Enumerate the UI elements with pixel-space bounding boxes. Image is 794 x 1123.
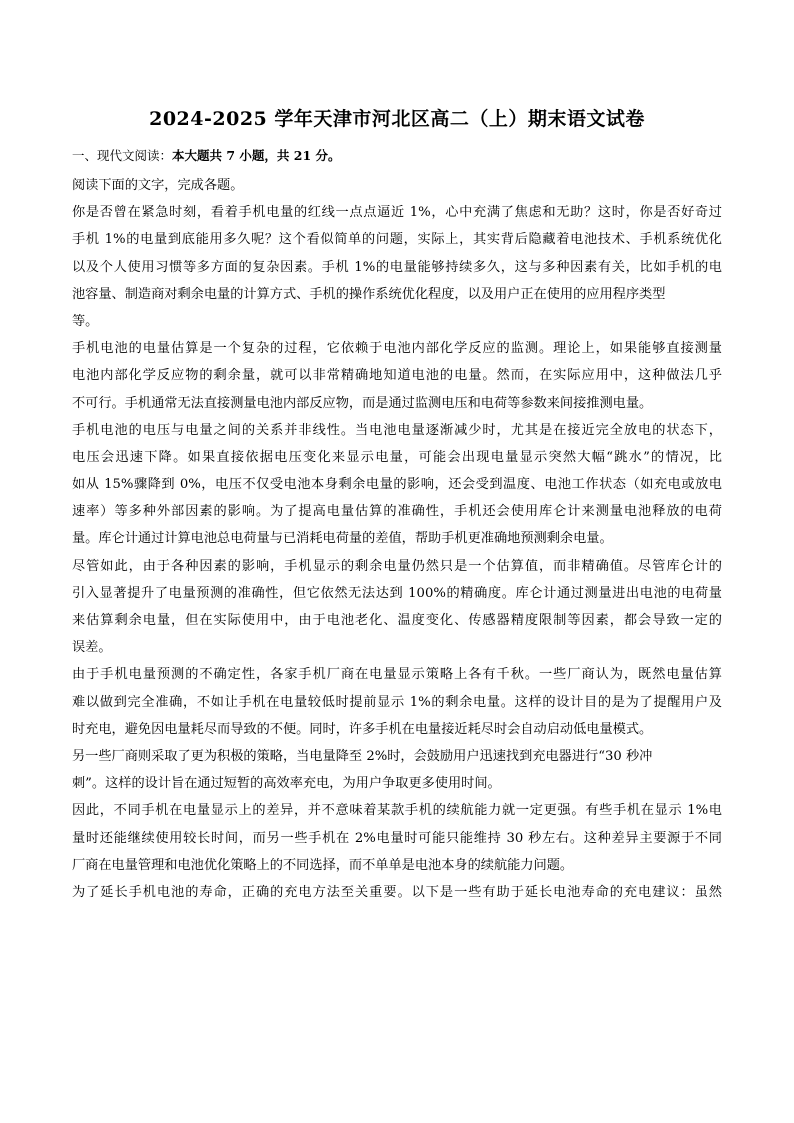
passage-line: 时充电，避免因电量耗尽而导致的不便。同时，许多手机在电量接近耗尽时会自动启动低电量模式。 xyxy=(72,721,653,737)
section-prefix: 一、现代文阅读： xyxy=(72,148,173,163)
passage-line: 为了延长手机电池的寿命，正确的充电方法至关重要。以下是一些有助于延长电池寿命的充电建议：虽然 xyxy=(72,884,722,900)
passage-line: 如从 15%骤降到 0%，电压不仅受电池本身剩余电量的影响，还会受到温度、电池工作状态（如充电或放电 xyxy=(72,477,722,493)
passage-line: 速率）等多种外部因素的影响。为了提高电量估算的准确性，手机还会使用库仑计来测量电池释放的电荷 xyxy=(72,504,722,520)
passage-line: 阅读下面的文字，完成各题。 xyxy=(72,178,244,193)
passage-line: 误差。 xyxy=(72,640,112,656)
passage-line: 来估算剩余电量，但在实际使用中，由于电池老化、温度变化、传感器精度限制等因素，都会导致一定的 xyxy=(72,613,722,628)
passage-line: 尽管如此，由于各种因素的影响，手机显示的剩余电量仍然只是一个估算值，而非精确值。尽管库仑计的 xyxy=(72,558,722,574)
passage-line: 手机电池的电压与电量之间的关系并非线性。当电池电量逐渐减少时，尤其是在接近完全放电的状态下， xyxy=(72,422,722,438)
passage-line: 量时还能继续使用较长时间，而另一些手机在 2%电量时可能只能维持 30 秒左右。这种差异主要源于不同 xyxy=(72,830,722,846)
passage-line: 电压会迅速下降。如果直接依据电压变化来显示电量，可能会出现电量显示突然大幅“跳水”的情况，比 xyxy=(72,449,722,465)
document-title: 2024-2025 学年天津市河北区高二（上）期末语文试卷 xyxy=(149,108,645,130)
passage-line: 不可行。手机通常无法直接测量电池内部反应物，而是通过监测电压和电荷等参数来间接推测电量。 xyxy=(72,395,653,411)
passage-line: 厂商在电量管理和电池优化策略上的不同选择，而不单单是电池本身的续航能力问题。 xyxy=(72,857,574,873)
passage-line: 手机 1%的电量到底能用多久呢？这个看似简单的问题，实际上，其实背后隐藏着电池技术、手机系统优化 xyxy=(72,232,722,248)
passage-line: 另一些厂商则采取了更为积极的策略，当电量降至 2%时，会鼓励用户迅速找到充电器进行“30 秒冲 xyxy=(72,748,653,764)
passage-line: 以及个人使用习惯等多方面的复杂因素。手机 1%的电量能够持续多久，这与多种因素有关，比如手机的电 xyxy=(72,259,722,275)
section-heading xyxy=(72,146,341,164)
section-info: 本大题共 7 小题，共 21 分。 xyxy=(172,148,341,163)
passage-line: 由于手机电量预测的不确定性，各家手机厂商在电量显示策略上各有千秋。一些厂商认为，既然电量估算 xyxy=(72,667,722,683)
passage-line: 你是否曾在紧急时刻，看着手机电量的红线一点点逼近 1%，心中充满了焦虑和无助？这时，你是否好奇过 xyxy=(72,205,722,221)
passage-line: 等。 xyxy=(72,313,99,329)
passage-line: 刺”。这样的设计旨在通过短暂的高效率充电，为用户争取更多使用时间。 xyxy=(72,776,501,792)
passage-line: 手机电池的电量估算是一个复杂的过程，它依赖于电池内部化学反应的监测。理论上，如果能够直接测量 xyxy=(72,341,722,357)
passage-line: 池容量、制造商对剩余电量的计算方式、手机的操作系统优化程度，以及用户正在使用的应用程序类型 xyxy=(72,286,666,302)
passage-line: 引入显著提升了电量预测的准确性，但它依然无法达到 100%的精确度。库仑计通过测量进出电池的电荷量 xyxy=(72,585,722,601)
passage-line: 难以做到完全准确，不如让手机在电量较低时提前显示 1%的剩余电量。这样的设计目的是为了提醒用户及 xyxy=(72,694,722,710)
passage-line: 因此，不同手机在电量显示上的差异，并不意味着某款手机的续航能力就一定更强。有些手机在显示 1%电 xyxy=(72,803,722,819)
passage-line: 电池内部化学反应物的剩余量，就可以非常精确地知道电池的电量。然而，在实际应用中，这种做法几乎 xyxy=(72,368,722,384)
reading-passage xyxy=(72,172,722,906)
passage-line: 量。库仑计通过计算电池总电荷量与已消耗电荷量的差值，帮助手机更准确地预测剩余电量。 xyxy=(72,531,613,547)
